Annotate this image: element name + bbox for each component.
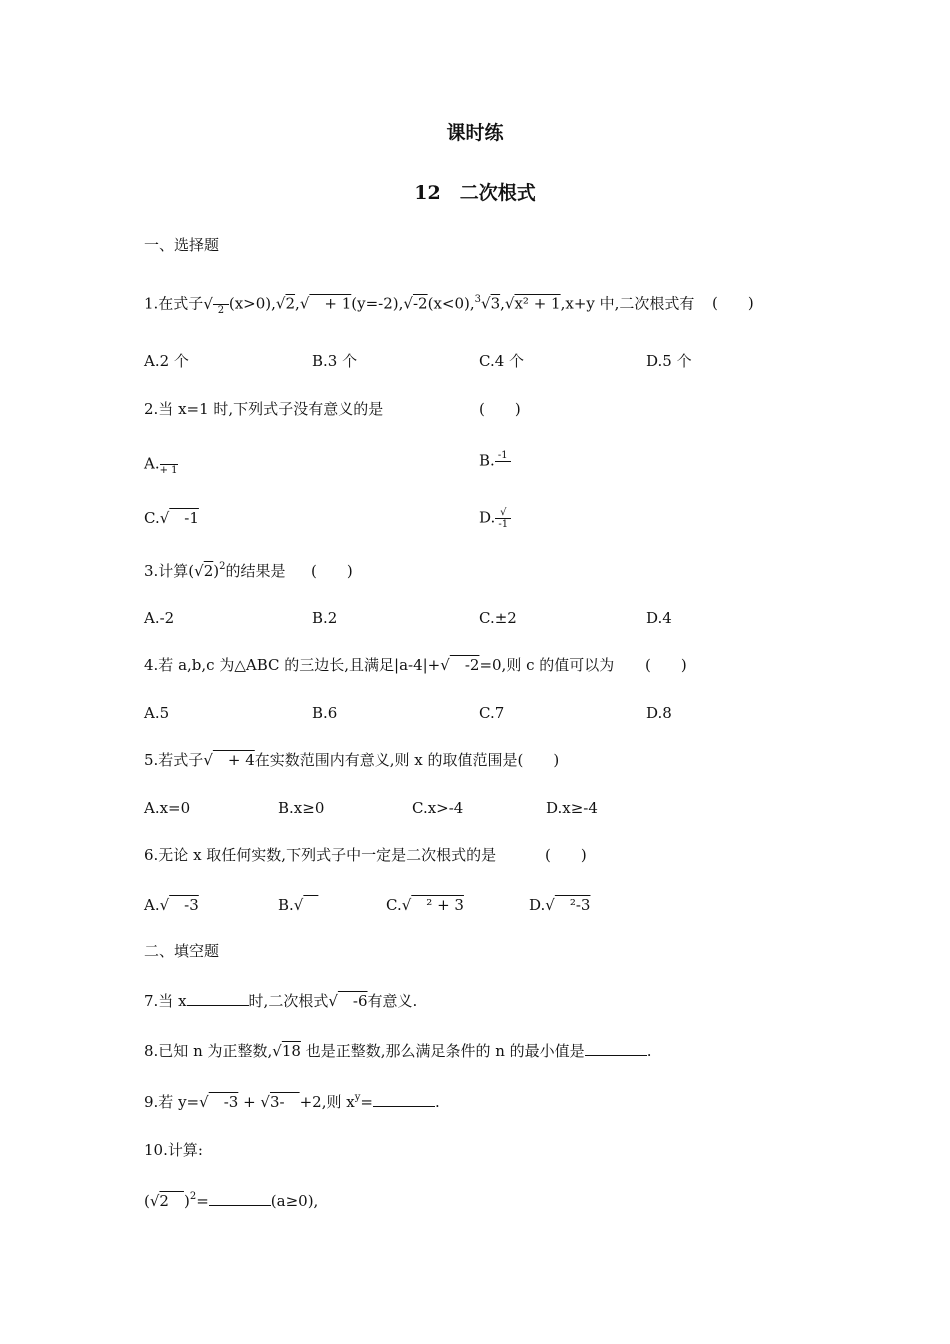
q10-cond: (a≥0), [270,1192,319,1210]
q1-root6: x² + 1 [514,294,561,313]
q1-frac-den: 2 [217,305,225,316]
q1-root2: 2 [285,294,296,313]
q9-answer-blank[interactable] [373,1092,435,1107]
question-2: 2.当 x=1 时,下列式子没有意义的是 [144,400,384,418]
q1-root4: -2 [412,294,428,313]
q2-d-num: √ [495,507,511,519]
q6-d-label: D. [529,896,546,914]
q8-end: . [646,1042,652,1060]
q1-option-d[interactable]: D.5 个 [646,352,692,370]
question-5: 5.若式子√ + 4在实数范围内有意义,则 x 的取值范围是( ) [144,751,560,769]
q10-expression: (√2 )$^2$= (a≥0), [144,1191,319,1210]
q2-option-a[interactable] [144,453,178,476]
q2-a-label: A. [144,454,160,473]
q4-tail: =0,则 c 的值可以为 [479,656,615,674]
q6-bracket: ( ) [545,846,587,864]
q6-b-label: B. [278,896,294,914]
q3-option-b[interactable]: B.2 [312,609,338,627]
q6-option-d[interactable]: D.√ ²-3 [529,896,591,914]
q1-part2: (y=-2), [351,294,404,313]
q6-option-a[interactable]: A.√ -3 [144,896,199,914]
q1-lead: 1.在式子 [144,294,204,313]
q4-lead: 4.若 a,b,c 为△ABC 的三边长,且满足|a-4|+ [144,656,441,674]
q10-exp: 2 [189,1191,197,1202]
q1-root3: + 1 [309,294,352,313]
q1-tail: ,x+y 中,二次根式有 [560,294,695,313]
q8-answer-blank[interactable] [585,1041,647,1056]
q5-option-a[interactable]: A.x=0 [144,799,191,817]
q3-exp: 2 [219,561,226,572]
q2-c-rad: -1 [169,509,199,527]
q8-lead: 8.已知 n 为正整数, [144,1042,273,1060]
q7-lead: 7.当 x [144,992,187,1010]
q4-option-c[interactable]: C.7 [479,704,505,722]
q10-rad: 2 [159,1192,184,1210]
q10-answer-blank[interactable] [209,1191,271,1206]
q3-option-d[interactable]: D.4 [646,609,672,627]
q1-option-a[interactable]: A.2 个 [144,352,189,370]
q7-rad: -6 [337,992,368,1010]
section-choice: 一、选择题 [144,236,220,254]
q7-mid: 时,二次根式 [248,992,329,1010]
q1-option-c[interactable]: C.4 个 [479,352,525,370]
q1-option-b[interactable]: B.3 个 [312,352,358,370]
q5-lead: 5.若式子 [144,751,204,769]
q6-c-label: C. [386,896,402,914]
q2-option-b[interactable] [479,450,511,473]
q8-rad: 18 [281,1042,301,1060]
q6-a-label: A. [144,896,160,914]
question-4: 4.若 a,b,c 为△ABC 的三边长,且满足|a-4|+√ -2=0,则 c 的值可以为 [144,656,615,674]
q9-eq: = [360,1093,373,1111]
q3-lead: 3.计算( [144,562,195,580]
q1-comma1: , [295,294,300,313]
q6-c-rad: ² + 3 [411,896,464,914]
q2-b-label: B. [479,451,495,470]
q2-option-c[interactable]: C.√ -1 [144,509,199,527]
q9-rad1: -3 [208,1093,239,1111]
q6-b-rad [303,896,318,914]
q1-root5: 3 [490,294,501,313]
q3-rad: 2 [203,562,214,580]
q4-option-b[interactable]: B.6 [312,704,338,722]
question-9: 9.若 y=√ -3 + √3- +2,则 $x^y=$ . [144,1092,440,1111]
question-6: 6.无论 x 取任何实数,下列式子中一定是二次根式的是 [144,846,497,864]
page-subtitle: 12 二次根式 [414,182,536,204]
q3-tail: 的结果是 [225,562,286,580]
q7-tail: 有意义. [367,992,418,1010]
section-fill: 二、填空题 [144,942,220,960]
q2-bracket: ( ) [479,400,521,418]
page-title: 课时练 [446,122,504,144]
q3-bracket: ( ) [311,562,353,580]
q2-a-den: + 1 [159,465,178,476]
q1-root-index: 3 [474,293,482,305]
q4-option-a[interactable]: A.5 [144,704,170,722]
q3-close: ) [213,562,220,580]
q4-option-d[interactable]: D.8 [646,704,672,722]
q9-plus: + [238,1093,261,1111]
q5-bracket: ( ) [517,751,560,769]
q9-exp: y [354,1092,361,1103]
q3-option-a[interactable]: A.-2 [144,609,175,627]
q2-c-label: C. [144,509,160,527]
q6-option-b[interactable]: B.√ [278,895,318,915]
q1-comma2: , [500,294,505,313]
q5-tail: 在实数范围内有意义,则 x 的取值范围是 [254,751,518,769]
q5-option-b[interactable]: B.x≥0 [278,799,325,817]
q10-eq: = [196,1192,209,1210]
question-10: 10.计算: [144,1141,203,1159]
q6-a-rad: -3 [169,896,199,914]
question-7: 7.当 x 时,二次根式√ -6有意义. [144,992,418,1010]
q4-rad: -2 [449,656,480,674]
q5-rad: + 4 [212,751,255,769]
q5-option-c[interactable]: C.x>-4 [412,799,464,817]
q10-open: ( [144,1192,150,1210]
q2-option-d[interactable] [479,507,511,530]
question-1: 1.在式子√ 2 (x>0),√2,√ + 1(y=-2),√-2(x<0),$^3$√3,√x² + 1,x+y 中,二次根式有 [144,293,695,316]
q4-bracket: ( ) [645,656,687,674]
q9-lead: 9.若 y= [144,1093,200,1111]
q9-end: . [434,1093,440,1111]
q6-d-rad: ²-3 [554,896,591,914]
q1-part1: (x>0), [228,294,276,313]
q9-rad2: 3- [269,1093,300,1111]
q3-option-c[interactable]: C.±2 [479,609,517,627]
question-8: 8.已知 n 为正整数,√18 也是正整数,那么满足条件的 n 的最小值是 . [144,1042,652,1060]
q1-bracket: ( ) [712,294,754,312]
q2-d-label: D. [479,508,496,527]
question-3: 3.计算$(√2)^2$的结果是 [144,561,286,580]
q7-answer-blank[interactable] [187,991,249,1006]
q6-option-c[interactable]: C.√ ² + 3 [386,896,464,914]
q1-part3: (x<0), [427,294,475,313]
q10-close: ) [183,1192,190,1210]
q8-tail: 也是正整数,那么满足条件的 n 的最小值是 [305,1042,585,1060]
q5-option-d[interactable]: D.x≥-4 [546,799,598,817]
q2-d-den: -1 [498,519,509,530]
q2-b-num: -1 [495,450,511,462]
q9-mid: +2,则 x [299,1093,355,1111]
